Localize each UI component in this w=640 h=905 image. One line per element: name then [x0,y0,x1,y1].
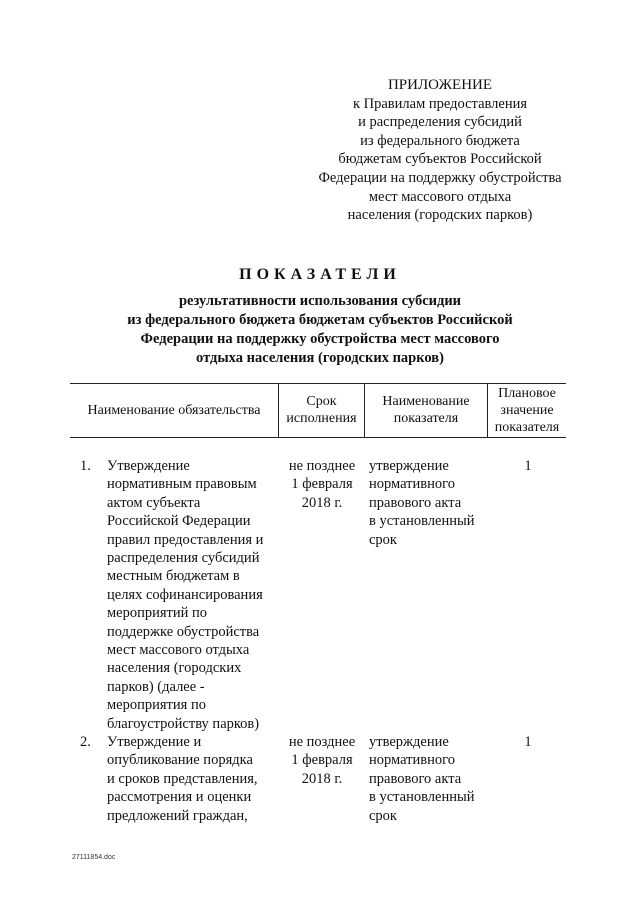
row-number: 2. [80,734,91,750]
document-subtitle [80,292,560,368]
header-obligation: Наименование обязательства [87,402,261,418]
appendix-line: Федерации на поддержку обустройства [318,169,562,186]
appendix-block [300,76,580,225]
appendix-line: бюджетам субъектов Российской [338,151,542,168]
appendix-line: к Правилам предоставления [352,95,528,112]
file-name-footer: 27111854.doc [72,854,116,861]
header-deadline: Срок исполнения [286,394,357,426]
row-planned-value: 1 [524,458,532,474]
row-obligation: Утверждение и опубликование порядка и сроков представления, рассмотрения и оценки предложений граждан, [107,734,258,824]
document-title: ПОКАЗАТЕЛИ [239,266,401,283]
row-number: 1. [80,458,91,474]
row-indicator: утверждение нормативного правового акта в установленный срок [369,458,475,548]
row-deadline: не позднее 1 февраля 2018 г. [288,458,356,511]
row-deadline: не позднее 1 февраля 2018 г. [288,734,356,787]
appendix-line: и распределения субсидий [358,114,522,131]
appendix-line: мест массового отдыха [368,188,512,205]
subtitle-line: из федерального бюджета бюджетам субъектов Российской [127,312,513,328]
subtitle-line: отдыха населения (городских парков) [196,350,444,366]
table-header-rule [70,437,566,438]
row-planned-value: 1 [524,734,532,750]
subtitle-line: Федерации на поддержку обустройства мест массового [140,331,500,347]
row-indicator: утверждение нормативного правового акта в установленный срок [369,734,475,824]
appendix-heading: ПРИЛОЖЕНИЕ [387,77,493,93]
appendix-line: из федерального бюджета [360,132,520,149]
header-planned: Плановое значение показателя [494,385,560,435]
appendix-line: населения (городских парков) [347,207,533,224]
subtitle-line: результативности использования субсидии [178,293,462,309]
header-indicator: Наименование показателя [382,394,470,426]
row-obligation: Утверждение нормативным правовым актом субъекта Российской Федерации правил предоставления и распределения субсидий местным бюджетам в целях софинансирования мероприятий по поддержке обустройства мест массового отдыха населения (городских парков) (далее - мероприятия по благоустройству парков) [107,458,264,732]
